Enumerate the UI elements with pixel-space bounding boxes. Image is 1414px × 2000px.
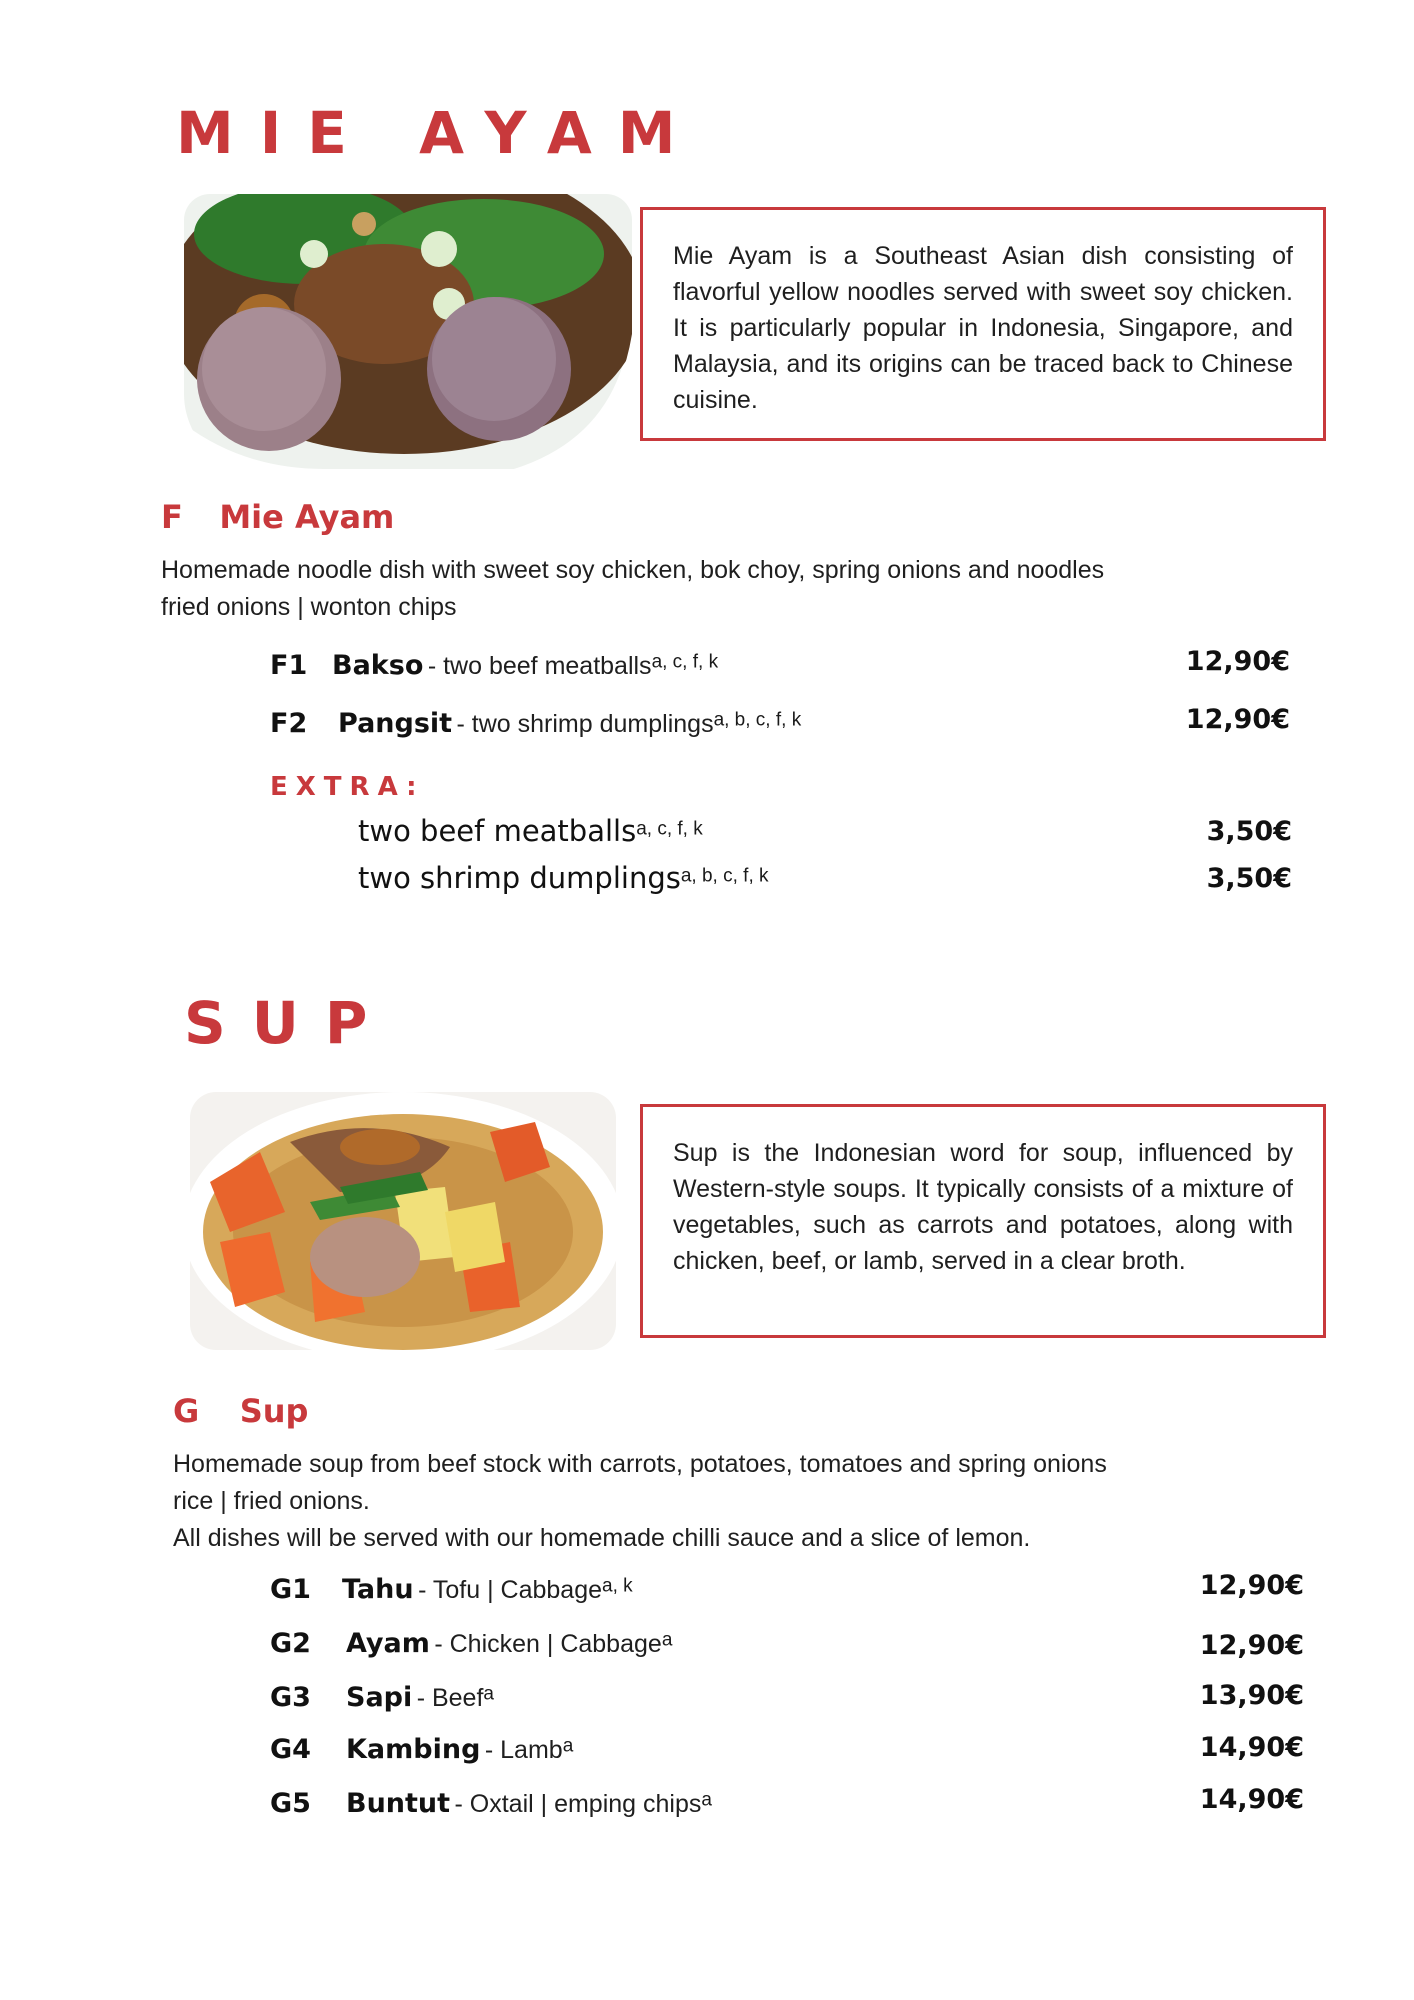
item-price: 12,90€ <box>1199 1570 1304 1601</box>
allergens: a <box>661 1629 673 1651</box>
item-price: 14,90€ <box>1199 1784 1304 1815</box>
mie-ayam-description-box <box>640 207 1326 441</box>
menu-item-f1 <box>270 646 1290 690</box>
item-price: 12,90€ <box>1199 1630 1304 1661</box>
category-desc-line: Homemade noodle dish with sweet soy chicken, bok choy, spring onions and noodles <box>161 556 1105 584</box>
allergens: a, b, c, f, k <box>713 709 802 731</box>
menu-item-g4 <box>270 1734 1304 1774</box>
item-name: Sapi <box>346 1682 413 1713</box>
item-desc: - Beef <box>416 1684 484 1712</box>
item-desc: - two shrimp dumplings <box>456 710 714 738</box>
allergens: a, c, f, k <box>651 651 719 673</box>
item-price: 14,90€ <box>1199 1732 1304 1763</box>
item-desc: - Oxtail | emping chips <box>454 1790 702 1818</box>
item-price: 12,90€ <box>1185 704 1290 735</box>
item-code: G2 <box>270 1628 311 1659</box>
menu-item-g5 <box>270 1784 1304 1828</box>
menu-item-f2 <box>270 704 1290 748</box>
item-desc: - Chicken | Cabbage <box>434 1630 662 1658</box>
item-desc: - Lamb <box>484 1736 563 1764</box>
category-desc-line: Homemade soup from beef stock with carrots, potatoes, tomatoes and spring onions <box>173 1450 1107 1478</box>
section-title-mie-ayam: MIE AYAM <box>176 99 702 167</box>
item-name: Pangsit <box>338 708 453 739</box>
category-desc-line: All dishes will be served with our homemade chilli sauce and a slice of lemon. <box>173 1524 1031 1552</box>
item-desc: - Tofu | Cabbage <box>418 1576 602 1604</box>
item-code: G3 <box>270 1682 311 1713</box>
sup-photo <box>190 1092 616 1350</box>
item-code: G1 <box>270 1574 311 1605</box>
item-price: 13,90€ <box>1199 1680 1304 1711</box>
allergens: a <box>483 1683 494 1705</box>
item-name: Buntut <box>346 1788 451 1819</box>
menu-item-g1 <box>270 1570 1304 1614</box>
category-g-description <box>173 1446 1107 1557</box>
category-desc-line: fried onions | wonton chips <box>161 593 457 621</box>
menu-item-g2 <box>270 1628 1304 1668</box>
extra-label: EXTRA: <box>270 772 425 802</box>
category-name: Mie Ayam <box>219 498 395 536</box>
item-name: Bakso <box>332 650 424 681</box>
extra-price: 3,50€ <box>1206 863 1292 894</box>
mie-ayam-description: Mie Ayam is a Southeast Asian dish consisting of flavorful yellow noodles served with sweet soy chicken. It is particularly popular in Indonesia, Singapore, and Malaysia, and its origins can be traced back to Chinese cuisine. <box>673 242 1293 414</box>
mie-ayam-photo <box>184 194 632 469</box>
sup-description-box <box>640 1104 1326 1338</box>
category-desc-line: rice | fried onions. <box>173 1487 370 1515</box>
menu-item-g3 <box>270 1682 1304 1722</box>
category-g-heading <box>173 1392 308 1430</box>
mie-ayam-image <box>184 194 632 469</box>
item-name: Ayam <box>346 1628 430 1659</box>
category-code: F <box>161 498 183 536</box>
item-desc: - two beef meatballs <box>427 652 652 680</box>
item-code: G5 <box>270 1788 311 1819</box>
sup-image <box>190 1092 616 1350</box>
item-code: F1 <box>270 650 308 681</box>
item-code: F2 <box>270 708 308 739</box>
extra-name: two beef meatballs <box>358 814 637 848</box>
category-name: Sup <box>239 1392 309 1430</box>
item-name: Kambing <box>346 1734 481 1765</box>
item-price: 12,90€ <box>1185 646 1290 677</box>
sup-description: Sup is the Indonesian word for soup, influenced by Western-style soups. It typically consists of a mixture of vegetables, such as carrots and potatoes, along with chicken, beef, or lamb, served in a clear broth. <box>673 1139 1293 1275</box>
allergens: a, c, f, k <box>636 818 703 840</box>
category-f-heading <box>161 498 394 536</box>
allergens: a, k <box>602 1575 633 1597</box>
category-f-description <box>161 552 1104 626</box>
item-name: Tahu <box>342 1574 414 1605</box>
extra-price: 3,50€ <box>1206 816 1292 847</box>
extra-item-2 <box>358 861 1292 901</box>
item-code: G4 <box>270 1734 311 1765</box>
category-code: G <box>173 1392 200 1430</box>
allergens: a <box>562 1735 574 1757</box>
extra-name: two shrimp dumplings <box>358 861 681 895</box>
allergens: a <box>701 1789 712 1811</box>
allergens: a, b, c, f, k <box>680 865 769 887</box>
extra-item-1 <box>358 814 1292 854</box>
section-title-sup: SUP <box>184 989 394 1057</box>
